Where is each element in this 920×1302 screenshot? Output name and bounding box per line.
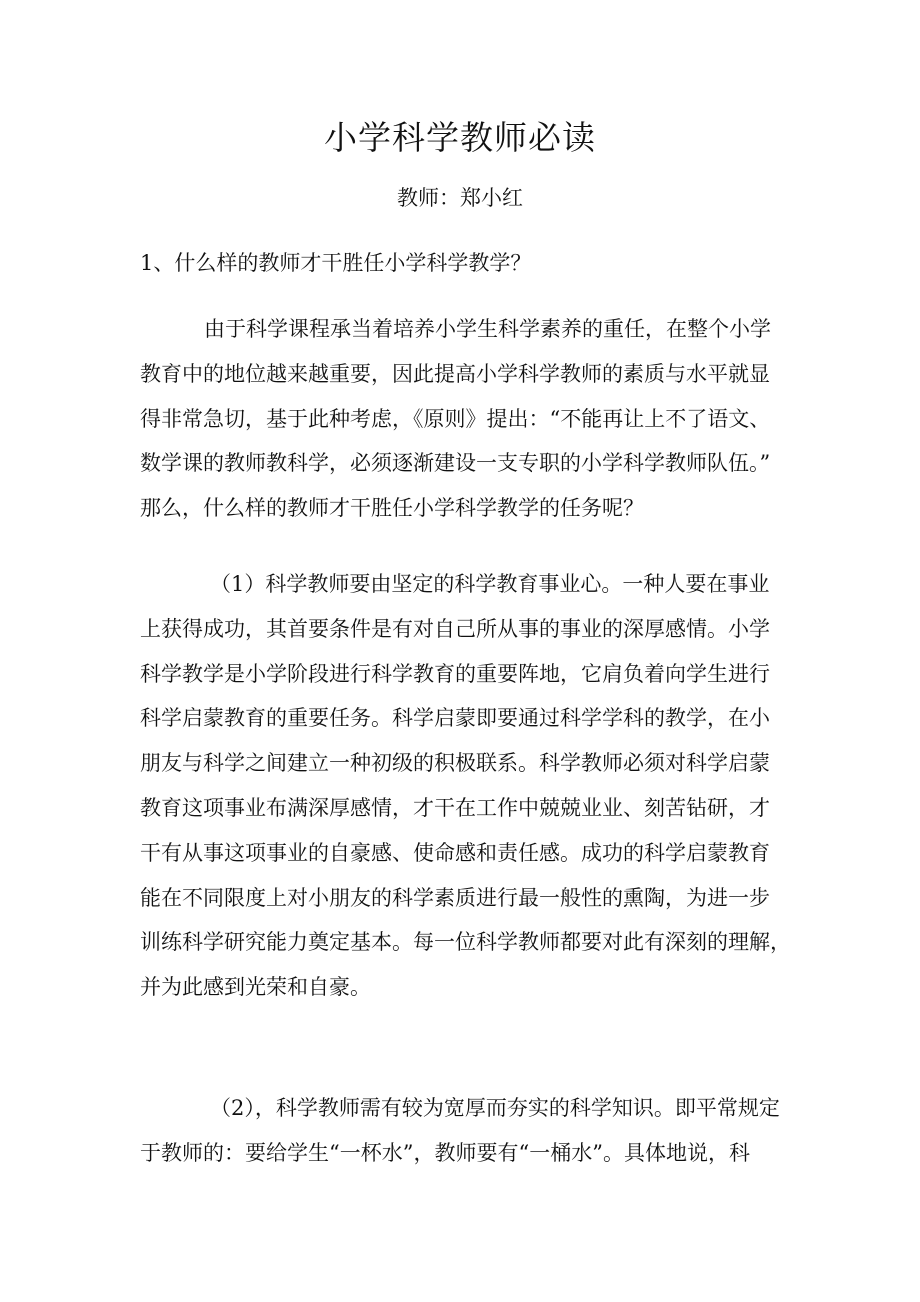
paragraph-2 [140,562,791,1010]
paragraph-line: 朋友与科学之间建立一种初级的积极联系。科学教师必须对科学启蒙 [140,751,770,776]
paragraph-line: 上获得成功，其首要条件是有对自己所从事的事业的深厚感情。小学 [140,616,770,641]
document-title: 小学科学教师必读 [324,118,596,157]
paragraph-1 [140,307,785,531]
paragraph-line: 能在不同限度上对小朋友的科学素质进行最一般性的熏陶，为进一步 [140,885,770,910]
paragraph-line: 得非常急切，基于此种考虑，《原则》提出：“不能再让上不了语文、 [140,406,771,431]
paragraph-line: 那么，什么样的教师才干胜任小学科学教学的任务呢？ [140,496,644,521]
paragraph-line: 于教师的：要给学生“一杯水”，教师要有“一桶水”。具体地说，科 [140,1140,750,1165]
paragraph-line: 训练科学研究能力奠定基本。每一位科学教师都要对此有深刻的理解， [140,930,791,955]
paragraph-line: 科学教学是小学阶段进行科学教育的重要阵地，它肩负着向学生进行 [140,661,770,686]
paragraph-line: 干有从事这项事业的自豪感、使命感和责任感。成功的科学启蒙教育 [140,840,770,865]
paragraph-line: 教育这项事业布满深厚感情，才干在工作中兢兢业业、刻苦钻研，才 [140,795,770,820]
paragraph-line: 由于科学课程承当着培养小学生科学素养的重任，在整个小学 [204,317,771,341]
paragraph-line: 数学课的教师教科学，必须逐渐建设一支专职的小学科学教师队伍。” [140,451,771,476]
paragraph-line: （2），科学教师需有较为宽厚而夯实的科学知识。即平常规定 [210,1096,780,1120]
author-line: 教师：郑小红 [397,186,523,210]
section-heading: 1、什么样的教师才干胜任小学科学教学？ [140,251,532,275]
paragraph-line: 科学启蒙教育的重要任务。科学启蒙即要通过科学学科的教学，在小 [140,706,770,731]
paragraph-line: （1）科学教师要由坚定的科学教育事业心。一种人要在事业 [210,572,770,596]
paragraph-line: 教育中的地位越来越重要，因此提高小学科学教师的素质与水平就显 [140,361,770,386]
paragraph-3 [140,1086,785,1176]
paragraph-line: 并为此感到光荣和自豪。 [140,975,371,1000]
